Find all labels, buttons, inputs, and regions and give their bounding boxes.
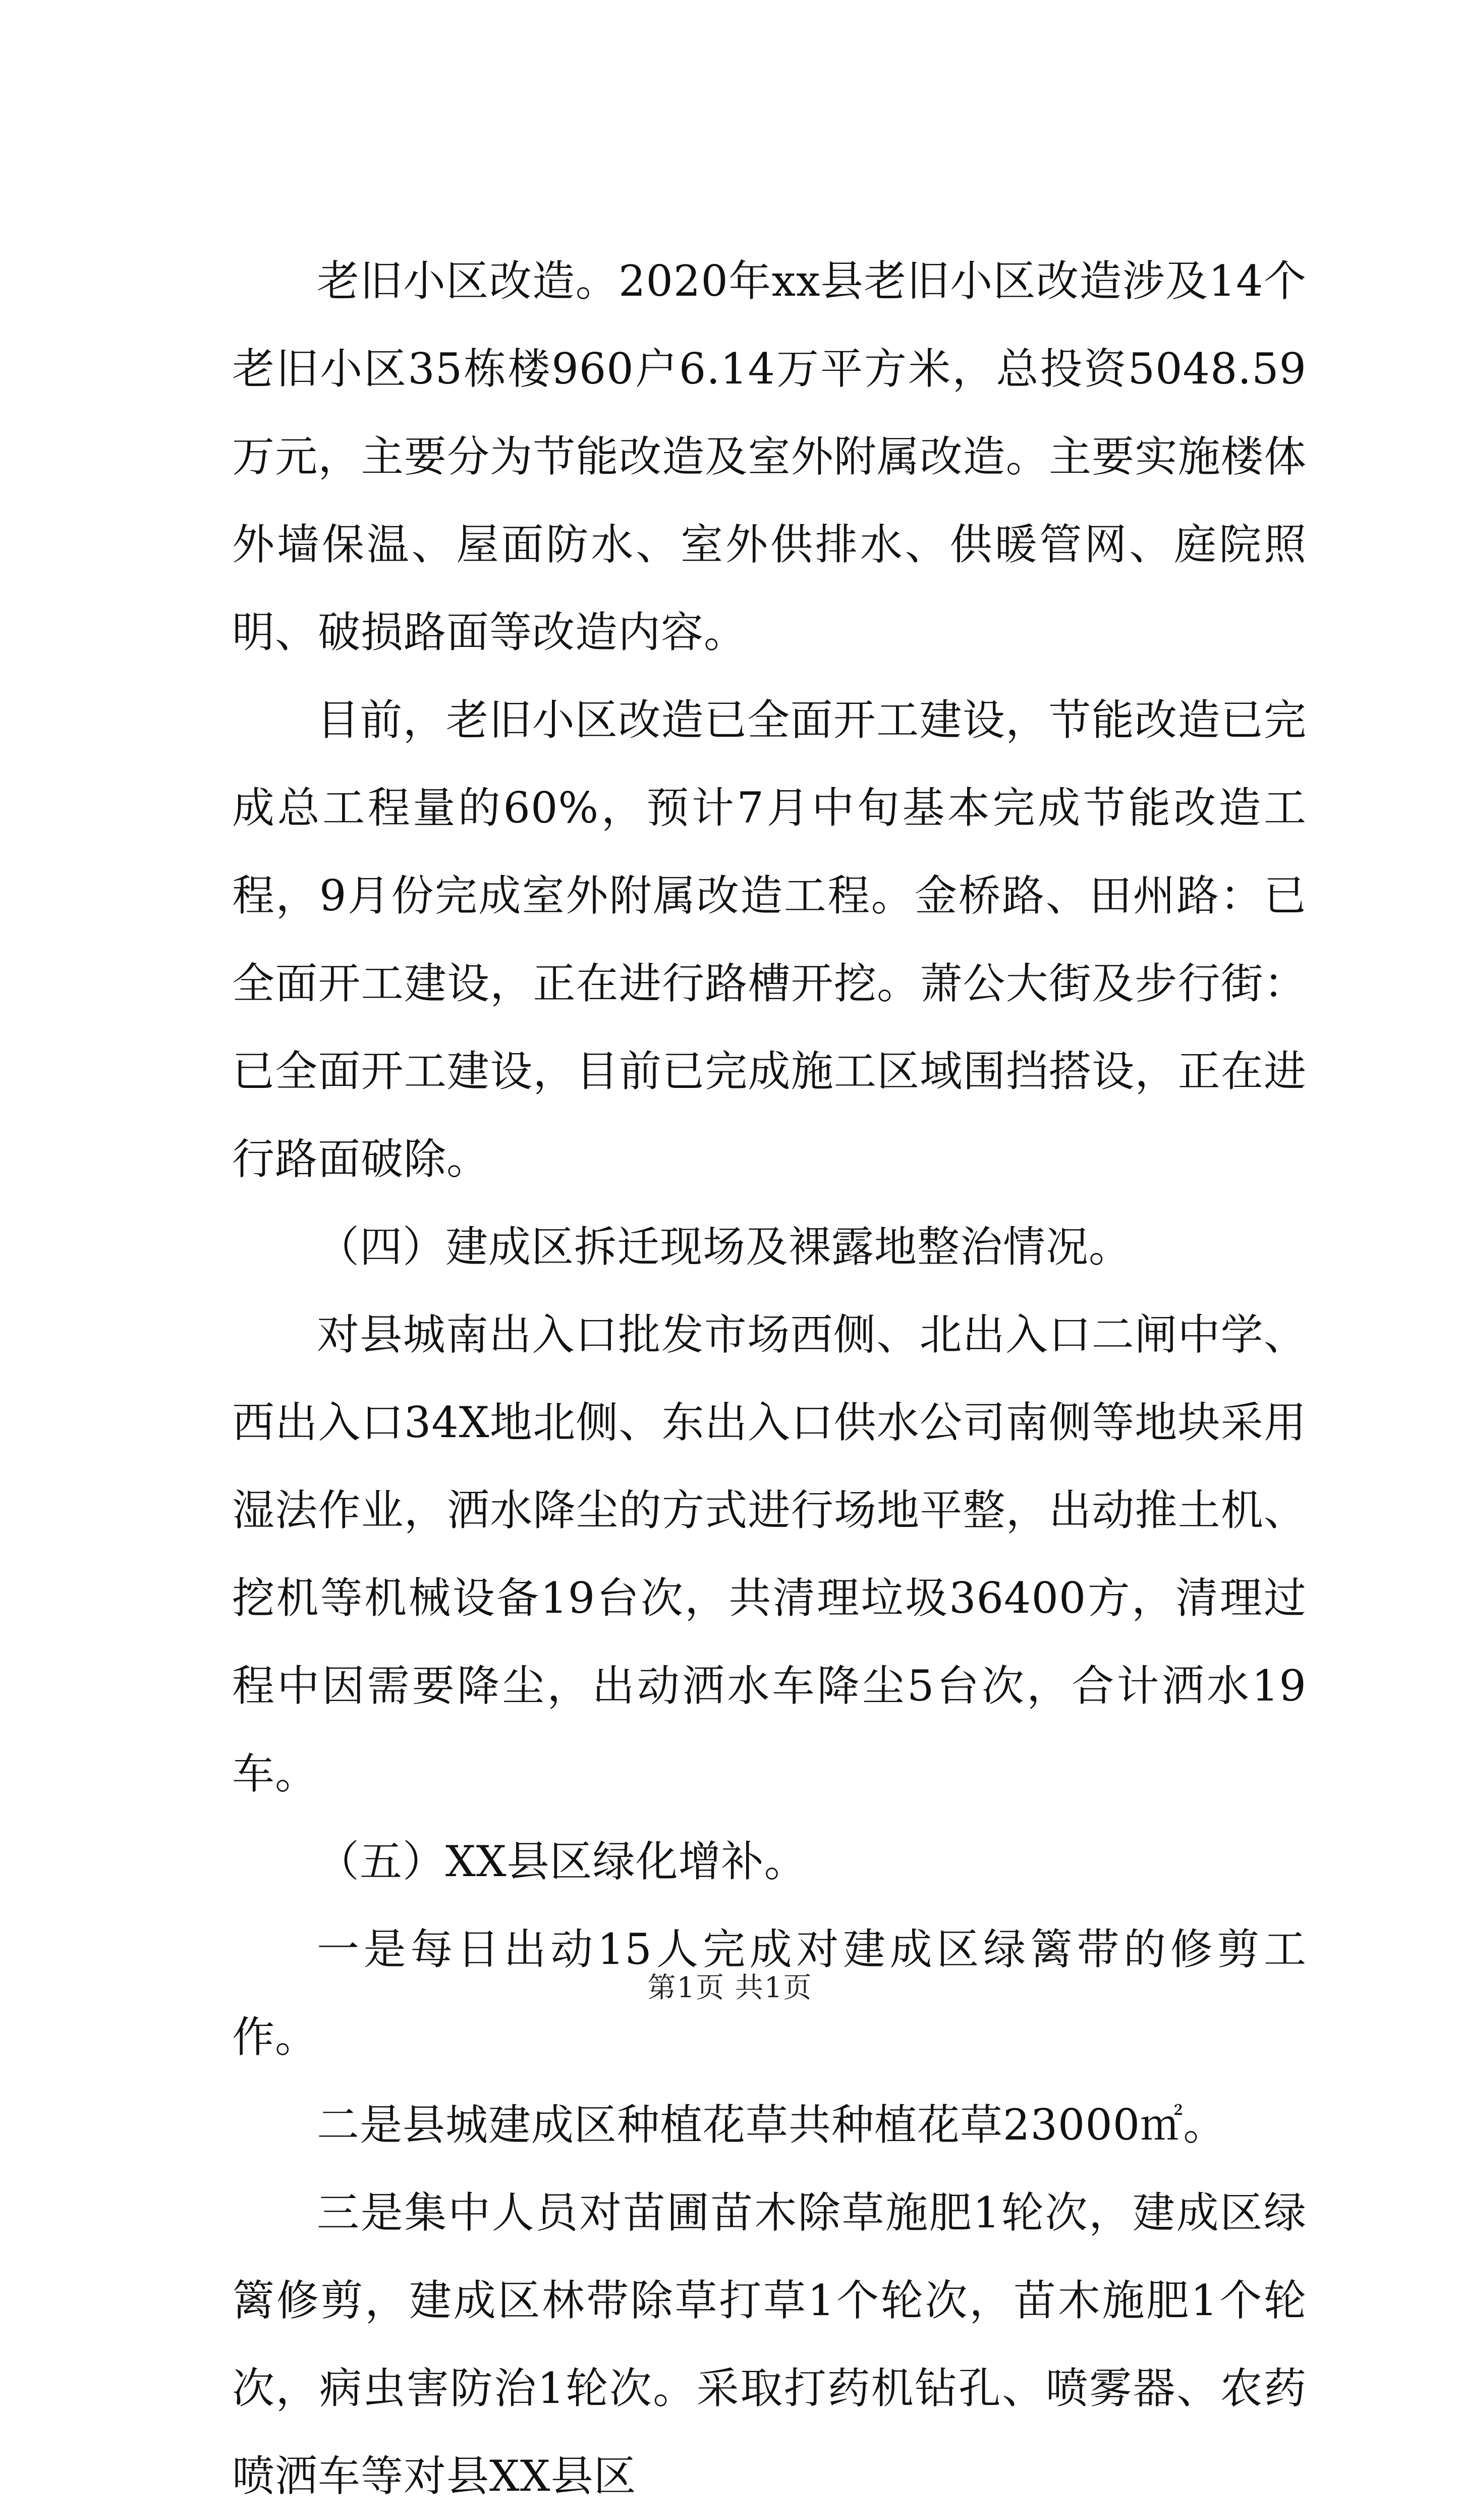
paragraph-construction-progress: 目前，老旧小区改造已全面开工建设，节能改造已完成总工程量的60%，预计7月中旬基本完成节能改造工程，9月份完成室外附属改造工程。金桥路、田州路：已全面开工建设，正在进行路槽开挖。萧公大街及步行街：已全面开工建设，目前已完成施工区域围挡搭设，正在进行路面破除。 — [232, 695, 1307, 1184]
paragraph-hedge-trimming: 一是每日出动15人完成对建成区绿篱带的修剪工作。 — [232, 1925, 1307, 2062]
page-footer: 第1页 共1页 — [647, 1971, 813, 2004]
paragraph-flower-planting: 二是县城建成区种植花草共种植花草23000㎡。 — [317, 2100, 1226, 2150]
paragraph-old-community-renovation: 老旧小区改造。2020年xx县老旧小区改造涉及14个老旧小区35栋楼960户6.14万平方米，总投资5048.59万元，主要分为节能改造及室外附属改造。主要实施楼体外墙保温、屋面防水、室外供排水、供暖管网、庭院照明、破损路面等改造内容。 — [232, 256, 1307, 657]
paragraph-site-leveling: 对县城南出入口批发市场西侧、北出入口二闸中学、西出入口34X地北侧、东出入口供水公司南侧等地块采用湿法作业，洒水降尘的方式进行场地平整，出动推土机、挖机等机械设备19台次，共清理垃圾36400方，清理过程中因需要降尘，出动洒水车降尘5台次，合计洒水19车。 — [232, 1310, 1307, 1798]
document-body — [232, 237, 1307, 2520]
section-heading-demolition-sites: （四）建成区拆迁现场及裸露地整治情况。 — [317, 1222, 1132, 1272]
section-heading-greening: （五）XX县区绿化增补。 — [317, 1837, 807, 1886]
paragraph-nursery-maintenance: 三是集中人员对苗圃苗木除草施肥1轮次，建成区绿篱修剪，建成区林带除草打草1个轮次，苗木施肥1个轮次，病虫害防治1轮次。采取打药机钻孔、喷雾器、农药喷洒车等对县XX县区 — [232, 2188, 1307, 2501]
